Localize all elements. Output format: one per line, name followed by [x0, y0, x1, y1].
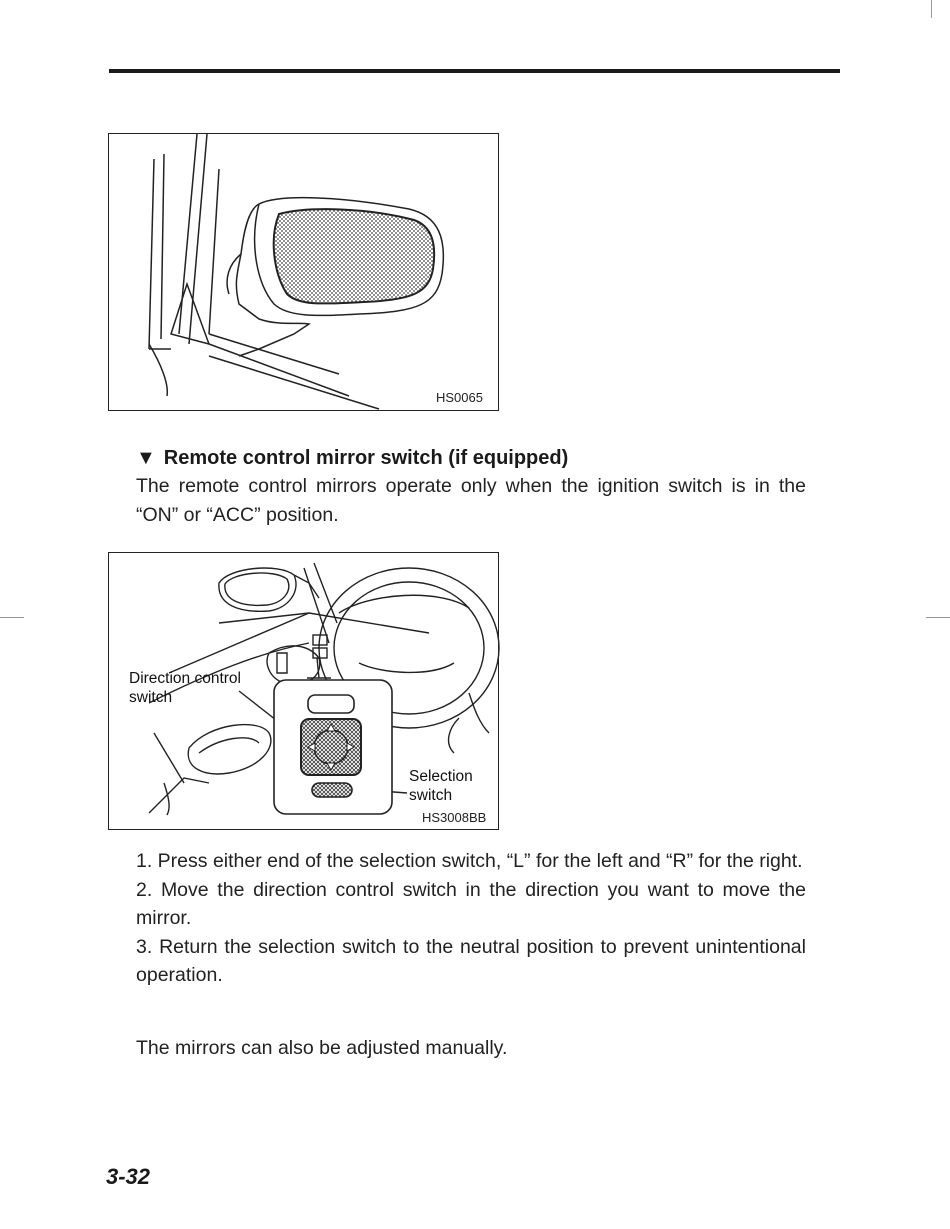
intro-paragraph: The remote control mirrors operate only when the ignition switch is in the “ON” or “ACC” position.	[136, 475, 806, 526]
crop-mark-top-right	[931, 0, 932, 18]
figure-code: HS0065	[436, 390, 483, 405]
note-paragraph: The mirrors can also be adjusted manually.	[136, 1037, 508, 1059]
figure-mirror-switch	[108, 552, 499, 830]
page-number: 3-32	[106, 1164, 151, 1189]
crop-mark-left	[0, 617, 24, 618]
section-heading	[136, 444, 816, 472]
side-mirror-illustration	[109, 134, 500, 412]
selection-switch-label: Selection switch	[409, 768, 473, 804]
section-title: Remote control mirror switch (if equipped)	[163, 447, 569, 469]
direction-control-label: Direction control switch	[129, 670, 241, 706]
crop-mark-right	[926, 617, 950, 618]
header-rule	[109, 69, 840, 73]
figure-code: HS3008BB	[422, 810, 487, 825]
step-item: 2. Move the direction control switch in the direction you want to move the mirror.	[136, 878, 806, 929]
step-item: 3. Return the selection switch to the neutral position to prevent unintentional operation.	[136, 935, 806, 986]
step-item: 1. Press either end of the selection switch, “L” for the left and “R” for the right.	[136, 850, 803, 872]
figure-side-mirror	[108, 133, 499, 411]
triangle-marker-icon: ▼	[136, 447, 156, 469]
instruction-steps	[136, 847, 806, 990]
